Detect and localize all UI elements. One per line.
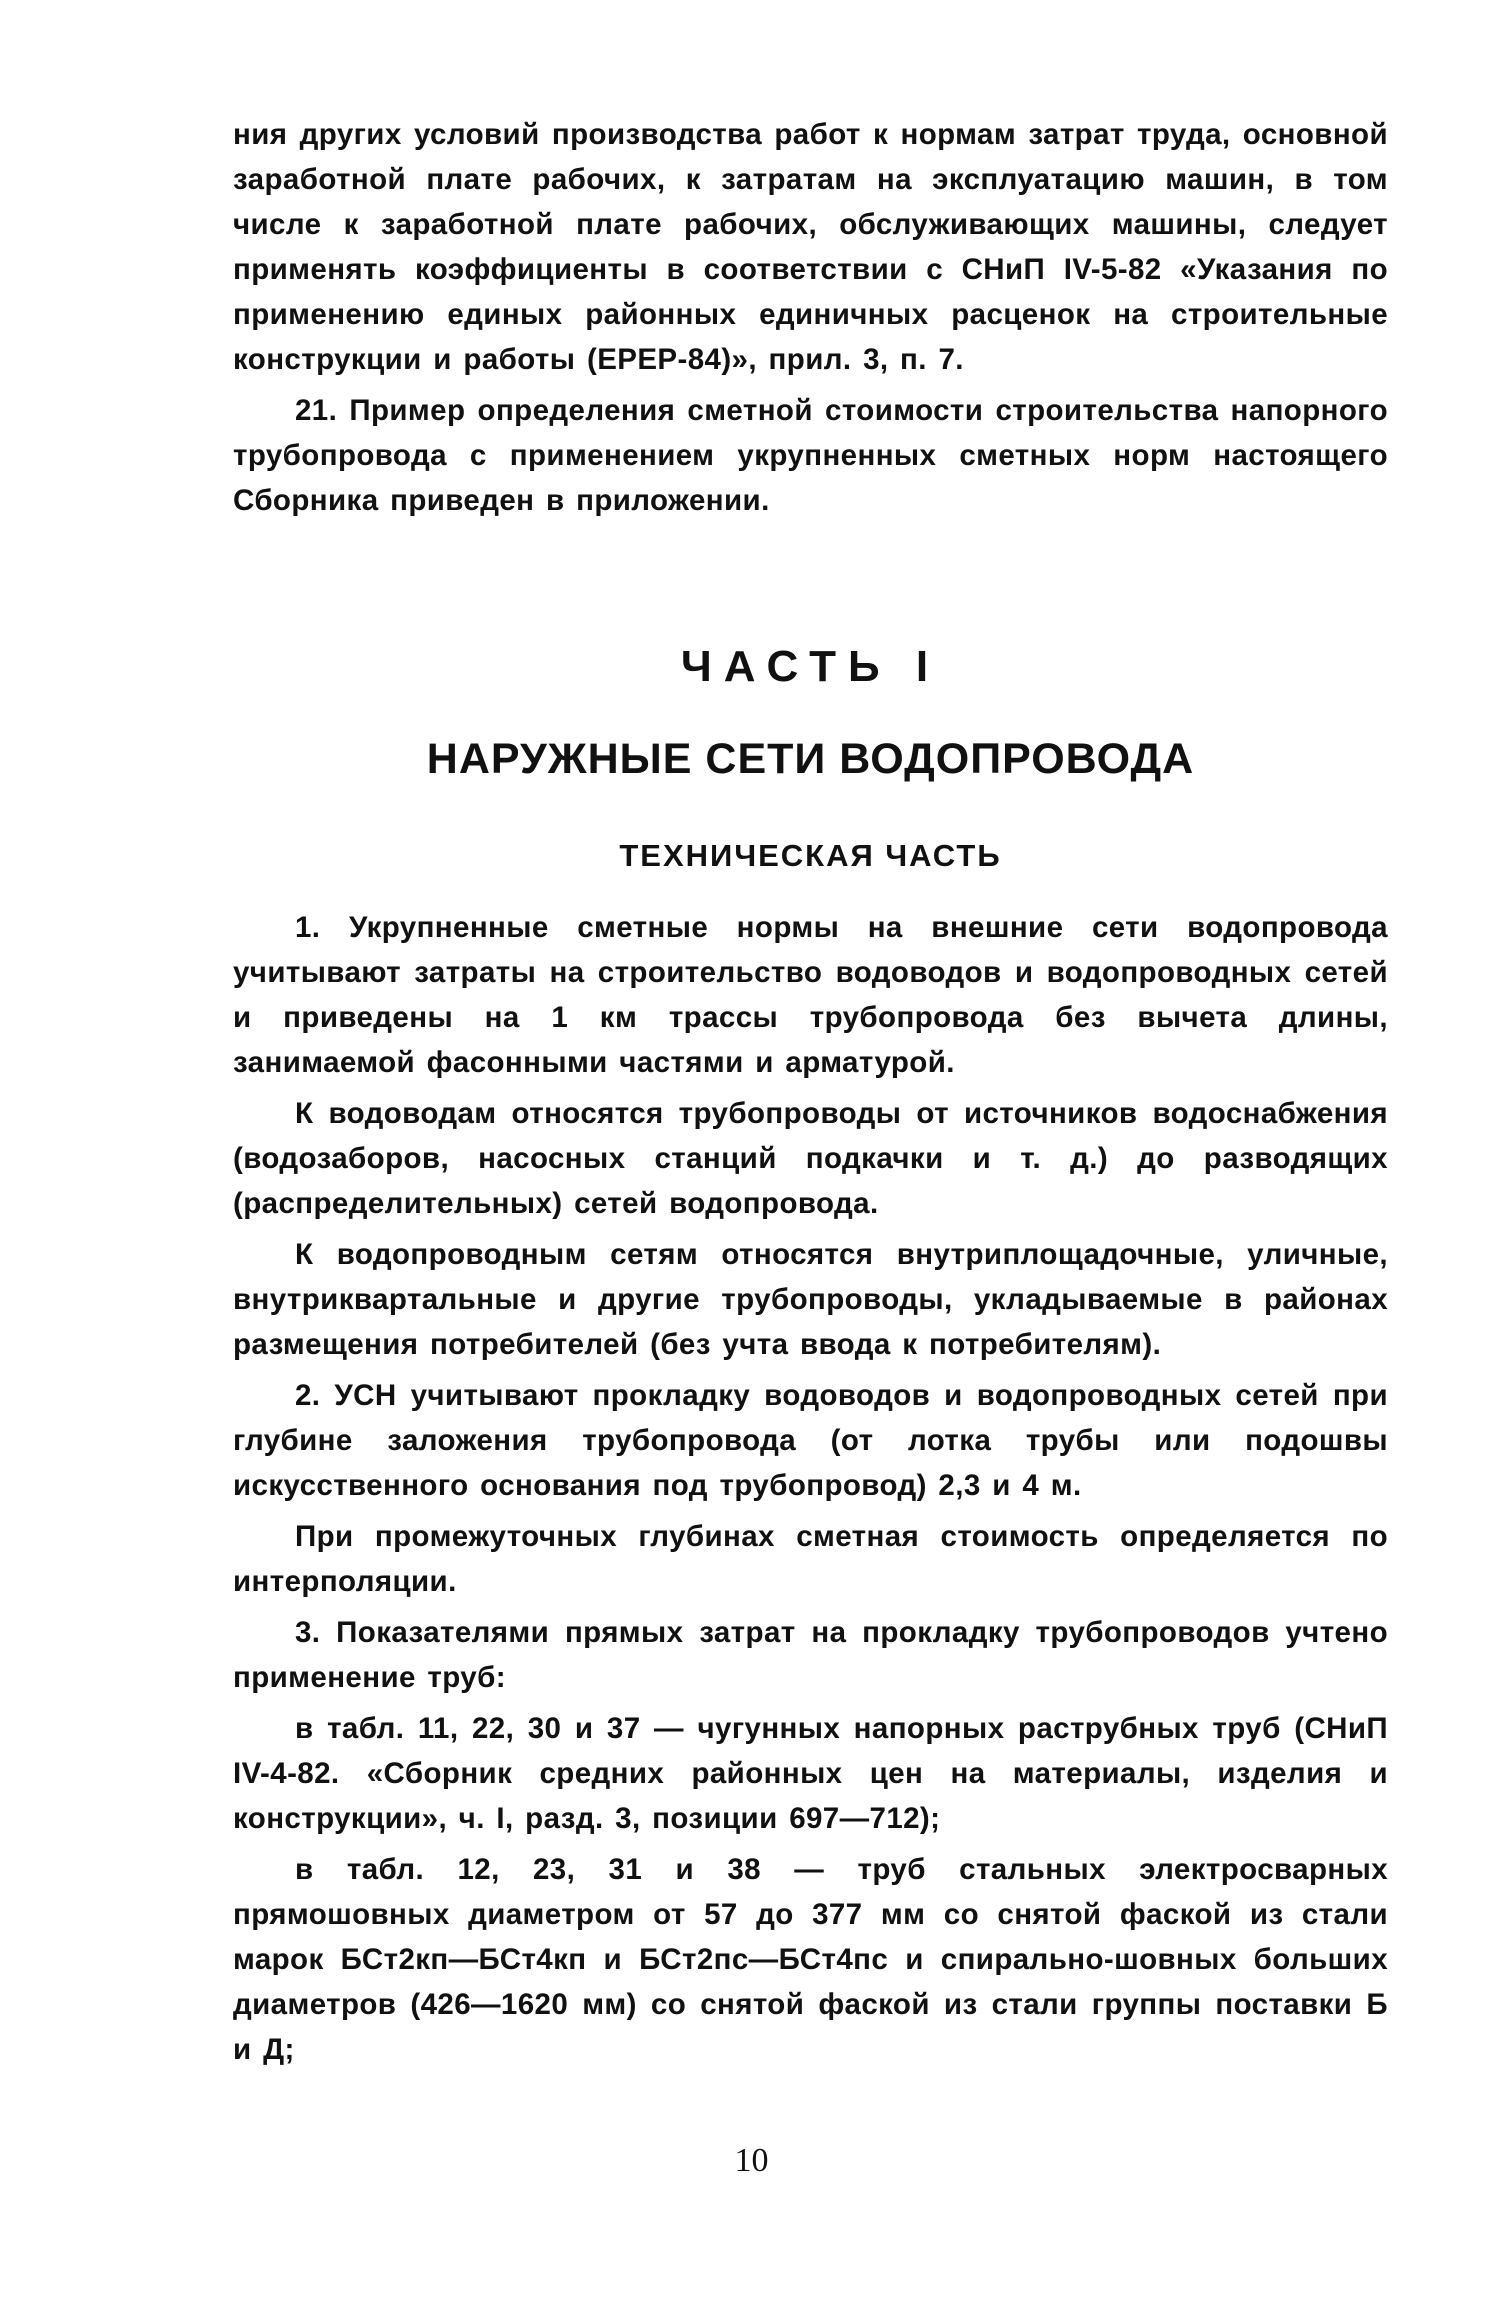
paragraph-continuation: ния других условий производства работ к нормам затрат труда, основной заработной плате рабочих, к затратам на эксплуатацию машин, в том числе к заработной плате рабочих, обслуживающих машины, следует применять коэффициенты в соответствии с СНиП IV-5-82 «Указания по применению единых районных единичных расценок на строительные конструкции и работы (ЕРЕР-84)», прил. 3, п. 7. — [233, 118, 1388, 376]
paragraph-water-conduits: К водоводам относятся трубопроводы от источников водоснабжения (водозаборов, насосных станций подкачки и т. д.) до разводящих (распределительных) сетей водопровода. — [233, 1097, 1388, 1220]
part-label: ЧАСТЬ I — [680, 642, 941, 691]
paragraph-item-3: 3. Показателями прямых затрат на прокладку трубопроводов учтено применение труб: — [233, 1616, 1388, 1694]
part-title: НАРУЖНЫЕ СЕТИ ВОДОПРОВОДА — [426, 735, 1195, 783]
paragraph-water-networks: К водопроводным сетям относятся внутриплощадочные, уличные, внутриквартальные и другие трубопроводы, укладываемые в районах размещения потребителей (без учта ввода к потребителям). — [233, 1238, 1388, 1361]
paragraph-item-1: 1. Укрупненные сметные нормы на внешние сети водопровода учитывают затраты на строительство водоводов и водопроводных сетей и приведены на 1 км трассы трубопровода без вычета длины, занимаемой фасонными частями и арматурой. — [233, 911, 1388, 1079]
paragraph-item-2: 2. УСН учитывают прокладку водоводов и водопроводных сетей при глубине заложения трубопровода (от лотка трубы или подошвы искусственного основания под трубопровод) 2,3 и 4 м. — [233, 1379, 1388, 1502]
page-number: 10 — [734, 2142, 769, 2179]
paragraph-interpolation: При промежуточных глубинах сметная стоимость определяется по интерполяции. — [233, 1520, 1388, 1598]
paragraph-steel-pipes: в табл. 12, 23, 31 и 38 — труб стальных электросварных прямошовных диаметром от 57 до 377 мм со снятой фаской из стали марок БСт2кп—БСт4кп и БСт2пс—БСт4пс и спирально-шовных больших диаметров (426—1620 мм) со снятой фаской из стали группы поставки Б и Д; — [233, 1853, 1388, 2066]
section-subtitle: ТЕХНИЧЕСКАЯ ЧАСТЬ — [619, 838, 1002, 873]
paragraph-cast-iron-pipes: в табл. 11, 22, 30 и 37 — чугунных напорных раструбных труб (СНиП IV-4-82. «Сборник средних районных цен на материалы, изделия и конструкции», ч. I, разд. 3, позиции 697—712); — [233, 1712, 1388, 1835]
paragraph-item-21: 21. Пример определения сметной стоимости строительства напорного трубопровода с применением укрупненных сметных норм настоящего Сборника приведен в приложении. — [233, 394, 1388, 517]
document-page — [233, 112, 1388, 2078]
